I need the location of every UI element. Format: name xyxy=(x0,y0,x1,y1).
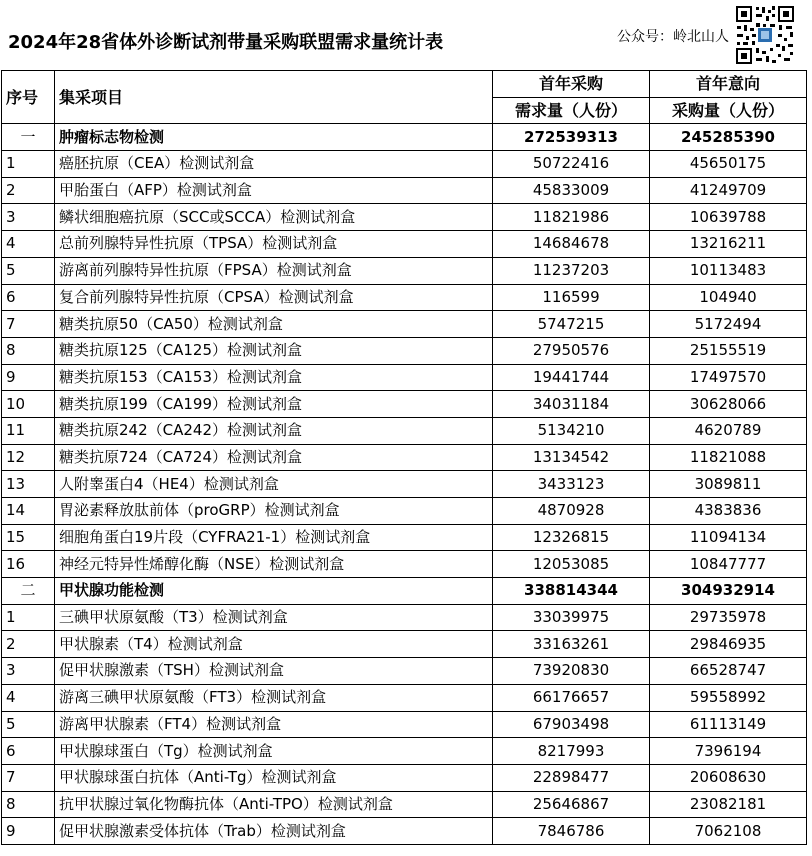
row-index: 9 xyxy=(2,364,55,391)
category-intent: 304932914 xyxy=(650,578,807,605)
row-index: 6 xyxy=(2,284,55,311)
row-index: 3 xyxy=(2,658,55,685)
table-row xyxy=(2,551,807,578)
qr-code-icon xyxy=(734,4,796,66)
table-row xyxy=(2,764,807,791)
row-item-name: 人附睾蛋白4（HE4）检测试剂盒 xyxy=(55,471,493,498)
row-demand: 73920830 xyxy=(493,658,650,685)
header-index: 序号 xyxy=(2,71,55,124)
table-row xyxy=(2,791,807,818)
row-demand: 116599 xyxy=(493,284,650,311)
row-index: 1 xyxy=(2,604,55,631)
row-item-name: 复合前列腺特异性抗原（CPSA）检测试剂盒 xyxy=(55,284,493,311)
row-intent: 30628066 xyxy=(650,391,807,418)
table-row xyxy=(2,444,807,471)
table-row xyxy=(2,524,807,551)
row-intent: 20608630 xyxy=(650,764,807,791)
table-row xyxy=(2,818,807,845)
row-item-name: 鳞状细胞癌抗原（SCC或SCCA）检测试剂盒 xyxy=(55,204,493,231)
category-name: 甲状腺功能检测 xyxy=(55,578,493,605)
row-item-name: 游离三碘甲状原氨酸（FT3）检测试剂盒 xyxy=(55,684,493,711)
row-item-name: 神经元特异性烯醇化酶（NSE）检测试剂盒 xyxy=(55,551,493,578)
table-row xyxy=(2,364,807,391)
row-index: 4 xyxy=(2,684,55,711)
table-body xyxy=(2,124,807,845)
row-item-name: 糖类抗原199（CA199）检测试剂盒 xyxy=(55,391,493,418)
row-demand: 33039975 xyxy=(493,604,650,631)
table-row xyxy=(2,711,807,738)
row-demand: 66176657 xyxy=(493,684,650,711)
row-index: 4 xyxy=(2,231,55,258)
table-row xyxy=(2,738,807,765)
row-intent: 13216211 xyxy=(650,231,807,258)
row-item-name: 甲状腺球蛋白抗体（Anti-Tg）检测试剂盒 xyxy=(55,764,493,791)
table-row xyxy=(2,631,807,658)
row-index: 3 xyxy=(2,204,55,231)
row-intent: 10639788 xyxy=(650,204,807,231)
row-index: 9 xyxy=(2,818,55,845)
row-index: 8 xyxy=(2,337,55,364)
row-demand: 5134210 xyxy=(493,417,650,444)
table-row xyxy=(2,151,807,178)
row-item-name: 胃泌素释放肽前体（proGRP）检测试剂盒 xyxy=(55,498,493,525)
row-intent: 29735978 xyxy=(650,604,807,631)
row-item-name: 三碘甲状原氨酸（T3）检测试剂盒 xyxy=(55,604,493,631)
row-intent: 5172494 xyxy=(650,311,807,338)
row-demand: 50722416 xyxy=(493,151,650,178)
row-item-name: 游离前列腺特异性抗原（FPSA）检测试剂盒 xyxy=(55,257,493,284)
row-item-name: 糖类抗原153（CA153）检测试剂盒 xyxy=(55,364,493,391)
row-index: 14 xyxy=(2,498,55,525)
page-title: 2024年28省体外诊断试剂带量采购联盟需求量统计表 xyxy=(8,32,444,53)
row-intent: 4620789 xyxy=(650,417,807,444)
category-index: 二 xyxy=(2,578,55,605)
row-intent: 45650175 xyxy=(650,151,807,178)
row-index: 12 xyxy=(2,444,55,471)
row-index: 7 xyxy=(2,311,55,338)
row-intent: 11821088 xyxy=(650,444,807,471)
header-intent-line1: 首年意向 xyxy=(650,71,807,98)
row-intent: 7396194 xyxy=(650,738,807,765)
row-index: 5 xyxy=(2,711,55,738)
row-demand: 4870928 xyxy=(493,498,650,525)
row-demand: 67903498 xyxy=(493,711,650,738)
row-item-name: 甲状腺球蛋白（Tg）检测试剂盒 xyxy=(55,738,493,765)
table-row xyxy=(2,391,807,418)
row-demand: 7846786 xyxy=(493,818,650,845)
row-index: 1 xyxy=(2,151,55,178)
table-row xyxy=(2,684,807,711)
row-intent: 10847777 xyxy=(650,551,807,578)
row-index: 2 xyxy=(2,631,55,658)
category-index: 一 xyxy=(2,124,55,151)
row-item-name: 促甲状腺激素受体抗体（Trab）检测试剂盒 xyxy=(55,818,493,845)
row-item-name: 抗甲状腺过氧化物酶抗体（Anti-TPO）检测试剂盒 xyxy=(55,791,493,818)
row-demand: 19441744 xyxy=(493,364,650,391)
row-item-name: 癌胚抗原（CEA）检测试剂盒 xyxy=(55,151,493,178)
row-intent: 59558992 xyxy=(650,684,807,711)
category-demand: 272539313 xyxy=(493,124,650,151)
header-intent-line2: 采购量（人份） xyxy=(650,97,807,124)
row-demand: 12326815 xyxy=(493,524,650,551)
row-index: 8 xyxy=(2,791,55,818)
row-item-name: 糖类抗原242（CA242）检测试剂盒 xyxy=(55,417,493,444)
table-header-row-1 xyxy=(2,71,807,98)
header-demand-line1: 首年采购 xyxy=(493,71,650,98)
row-item-name: 总前列腺特异性抗原（TPSA）检测试剂盒 xyxy=(55,231,493,258)
row-index: 13 xyxy=(2,471,55,498)
row-demand: 34031184 xyxy=(493,391,650,418)
table-row xyxy=(2,471,807,498)
row-intent: 3089811 xyxy=(650,471,807,498)
row-item-name: 甲状腺素（T4）检测试剂盒 xyxy=(55,631,493,658)
row-index: 7 xyxy=(2,764,55,791)
row-intent: 104940 xyxy=(650,284,807,311)
row-demand: 27950576 xyxy=(493,337,650,364)
row-demand: 5747215 xyxy=(493,311,650,338)
row-item-name: 游离甲状腺素（FT4）检测试剂盒 xyxy=(55,711,493,738)
row-index: 11 xyxy=(2,417,55,444)
row-item-name: 糖类抗原125（CA125）检测试剂盒 xyxy=(55,337,493,364)
category-row xyxy=(2,124,807,151)
row-demand: 13134542 xyxy=(493,444,650,471)
row-intent: 61113149 xyxy=(650,711,807,738)
row-intent: 4383836 xyxy=(650,498,807,525)
table-row xyxy=(2,498,807,525)
row-index: 16 xyxy=(2,551,55,578)
row-intent: 7062108 xyxy=(650,818,807,845)
row-demand: 25646867 xyxy=(493,791,650,818)
row-index: 10 xyxy=(2,391,55,418)
row-item-name: 促甲状腺激素（TSH）检测试剂盒 xyxy=(55,658,493,685)
row-intent: 66528747 xyxy=(650,658,807,685)
table-row xyxy=(2,284,807,311)
row-item-name: 糖类抗原50（CA50）检测试剂盒 xyxy=(55,311,493,338)
table-row xyxy=(2,658,807,685)
row-item-name: 甲胎蛋白（AFP）检测试剂盒 xyxy=(55,177,493,204)
category-row xyxy=(2,578,807,605)
row-intent: 41249709 xyxy=(650,177,807,204)
table-row xyxy=(2,604,807,631)
row-demand: 3433123 xyxy=(493,471,650,498)
wechat-account-label: 公众号：岭北山人 xyxy=(617,29,729,45)
row-intent: 10113483 xyxy=(650,257,807,284)
table-row xyxy=(2,231,807,258)
row-intent: 17497570 xyxy=(650,364,807,391)
row-item-name: 细胞角蛋白19片段（CYFRA21-1）检测试剂盒 xyxy=(55,524,493,551)
row-index: 5 xyxy=(2,257,55,284)
page-header xyxy=(0,0,812,70)
table-row xyxy=(2,204,807,231)
category-name: 肿瘤标志物检测 xyxy=(55,124,493,151)
row-demand: 33163261 xyxy=(493,631,650,658)
header-project: 集采项目 xyxy=(55,71,493,124)
category-intent: 245285390 xyxy=(650,124,807,151)
row-item-name: 糖类抗原724（CA724）检测试剂盒 xyxy=(55,444,493,471)
header-demand-line2: 需求量（人份） xyxy=(493,97,650,124)
row-demand: 11821986 xyxy=(493,204,650,231)
row-demand: 14684678 xyxy=(493,231,650,258)
row-demand: 45833009 xyxy=(493,177,650,204)
row-index: 15 xyxy=(2,524,55,551)
row-demand: 22898477 xyxy=(493,764,650,791)
table-row xyxy=(2,177,807,204)
row-index: 2 xyxy=(2,177,55,204)
table-row xyxy=(2,417,807,444)
demand-statistics-table xyxy=(1,70,807,845)
category-demand: 338814344 xyxy=(493,578,650,605)
row-index: 6 xyxy=(2,738,55,765)
table-row xyxy=(2,257,807,284)
row-intent: 29846935 xyxy=(650,631,807,658)
table-row xyxy=(2,311,807,338)
row-demand: 11237203 xyxy=(493,257,650,284)
row-intent: 11094134 xyxy=(650,524,807,551)
row-demand: 12053085 xyxy=(493,551,650,578)
table-row xyxy=(2,337,807,364)
row-intent: 23082181 xyxy=(650,791,807,818)
row-demand: 8217993 xyxy=(493,738,650,765)
row-intent: 25155519 xyxy=(650,337,807,364)
